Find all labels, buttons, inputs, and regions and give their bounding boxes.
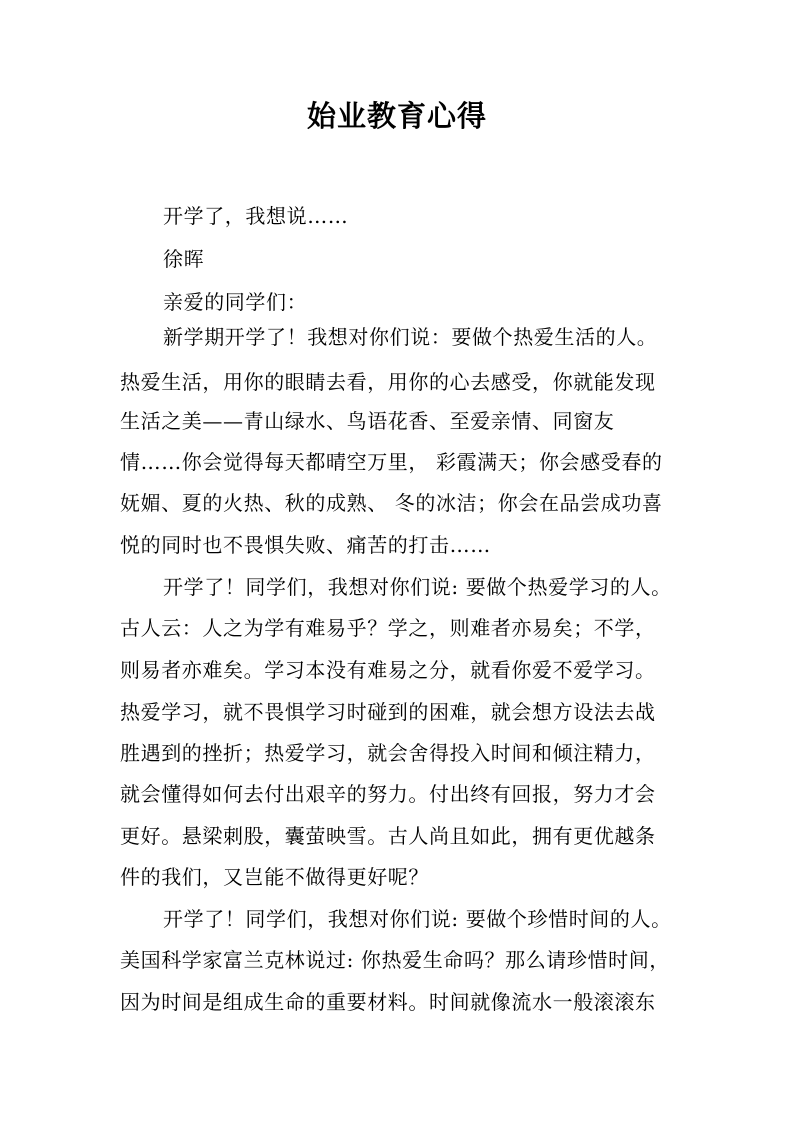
paragraph-line: 亲爱的同学们： <box>163 290 308 314</box>
paragraph-line: 件的我们，又岂能不做得更好呢？ <box>120 865 429 889</box>
paragraph-line: 新学期开学了！我想对你们说：要做个热爱生活的人。 <box>163 325 658 349</box>
paragraph-line: 徐晖 <box>163 247 205 271</box>
paragraph-line: 情……你会觉得每天都晴空万里， 彩霞满天；你会感受春的 <box>120 450 663 474</box>
paragraph-line: 生活之美——青山绿水、鸟语花香、至爱亲情、同窗友 <box>120 409 615 433</box>
paragraph-line: 古人云：人之为学有难易乎？学之，则难者亦易矣；不学， <box>120 616 656 640</box>
paragraph-line: 悦的同时也不畏惧失败、痛苦的打击…… <box>120 533 491 557</box>
paragraph-line: 美国科学家富兰克林说过: 你热爱生命吗？那么请珍惜时间， <box>120 948 670 972</box>
paragraph-line: 开学了！同学们，我想对你们说: 要做个热爱学习的人。 <box>163 575 672 599</box>
document-title: 始业教育心得 <box>306 99 487 133</box>
paragraph-line: 开学了，我想说…… <box>163 204 349 228</box>
paragraph-line: 热爱生活，用你的眼睛去看，用你的心去感受，你就能发现 <box>120 370 656 394</box>
paragraph-line: 热爱学习，就不畏惧学习时碰到的困难，就会想方设法去战 <box>120 700 656 724</box>
paragraph-line: 妩媚、夏的火热、秋的成熟、 冬的冰洁；你会在品尝成功喜 <box>120 491 663 515</box>
paragraph-line: 则易者亦难矣。学习本没有难易之分，就看你爱不爱学习。 <box>120 658 656 682</box>
paragraph-line: 开学了！同学们，我想对你们说: 要做个珍惜时间的人。 <box>163 907 672 931</box>
paragraph-line: 更好。悬梁刺股，囊萤映雪。古人尚且如此，拥有更优越条 <box>120 824 656 848</box>
paragraph-line: 胜遇到的挫折；热爱学习，就会舍得投入时间和倾注精力， <box>120 741 656 765</box>
paragraph-line: 就会懂得如何去付出艰辛的努力。付出终有回报，努力才会 <box>120 782 656 806</box>
paragraph-line: 因为时间是组成生命的重要材料。时间就像流水一般滚滚东 <box>120 990 656 1014</box>
